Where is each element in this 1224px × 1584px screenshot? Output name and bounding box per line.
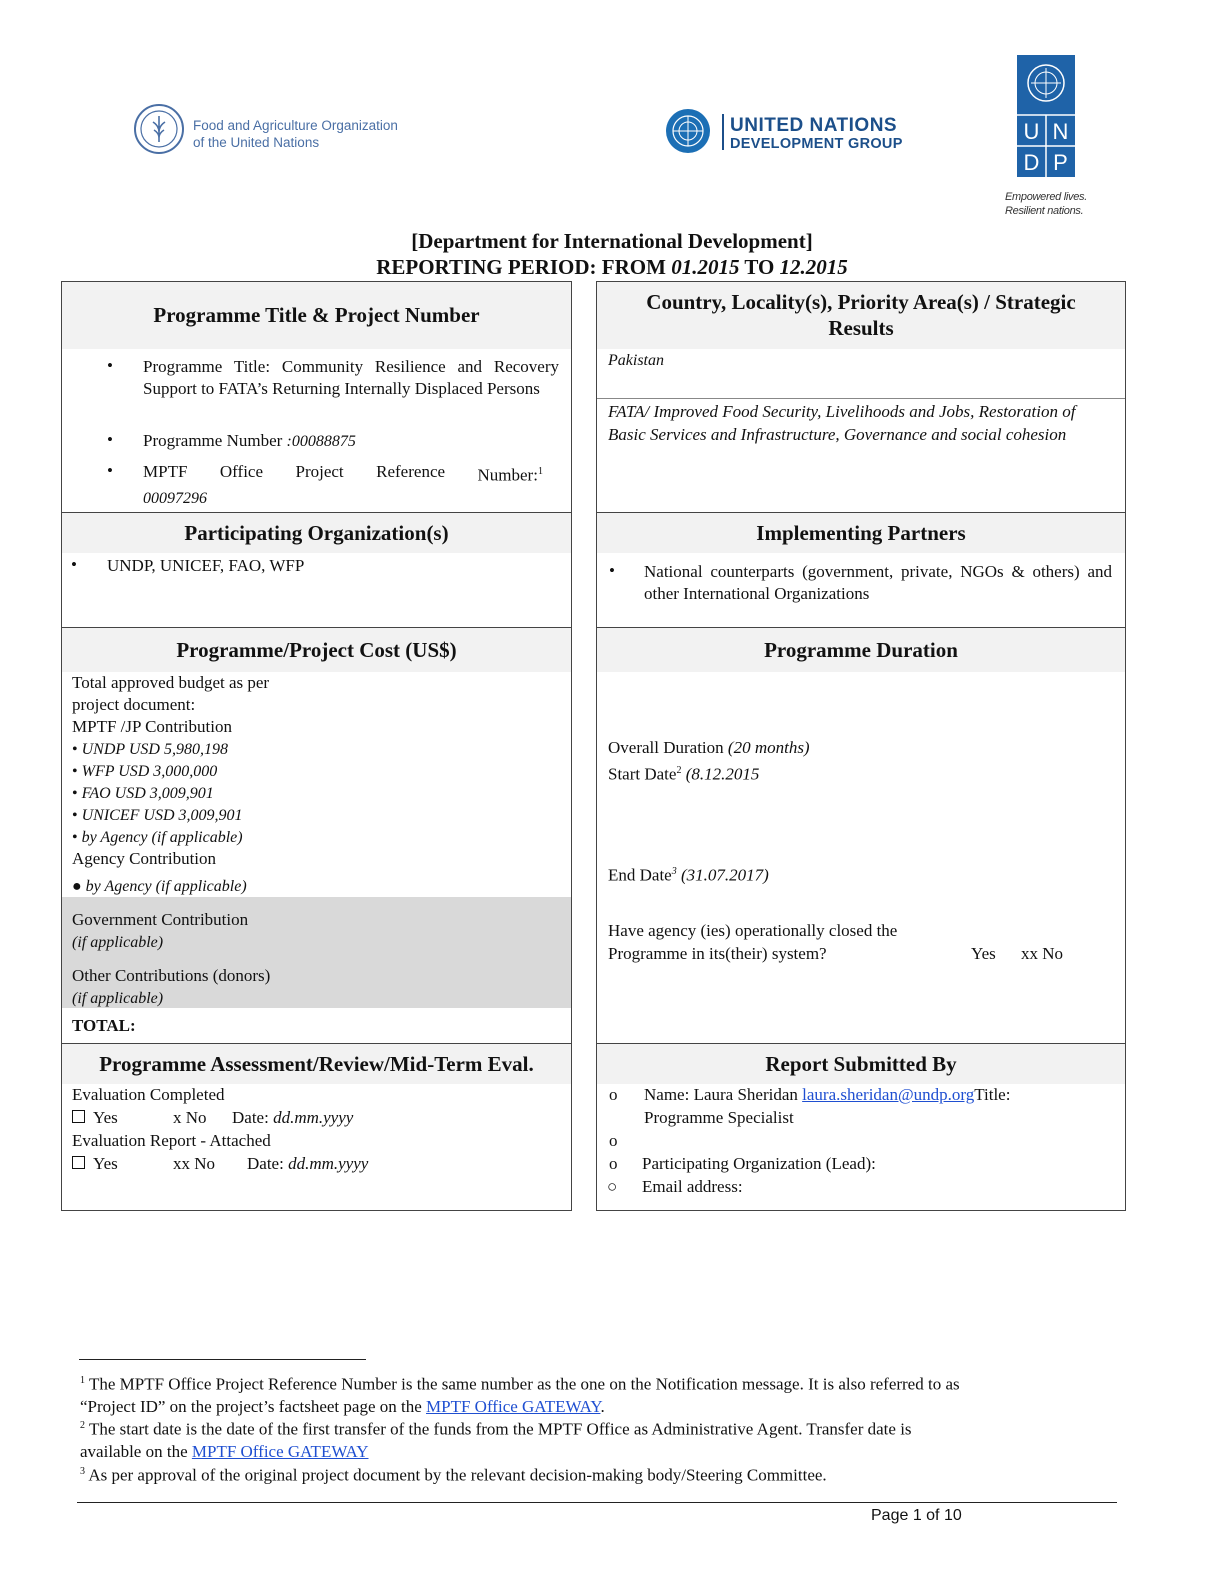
participating-orgs-box: Participating Organization(s) • UNDP, UNICEF, FAO, WFP (61, 512, 572, 628)
evaluation-report-date: Date: dd.mm.yyyy (247, 1154, 369, 1173)
undg-name-line1: UNITED NATIONS (730, 115, 898, 136)
submitted-name: Name: Laura Sheridan laura.sheridan@undp.orgTitle: (644, 1085, 1011, 1104)
participating-orgs-heading: Participating Organization(s) (62, 513, 571, 553)
end-date-value: (31.07.2017) (680, 865, 769, 885)
footnote-1: $^1$ The MPTF Office Project Reference Number is the same number as the one on the Notification message. It is also referred to as “Project ID” on the project’s factsheet page on the MPTF Office GATEWAY. (80, 1374, 960, 1417)
undp-letter-p: P (1053, 150, 1068, 175)
undp-letter-d: D (1023, 150, 1040, 175)
footnote-separator (79, 1359, 366, 1360)
programme-cost-heading: Programme/Project Cost (US$) (62, 628, 571, 672)
overall-duration: Overall Duration (20 months) (608, 738, 810, 757)
cost-item-unicef: UNICEF USD 3,009,901 (81, 807, 243, 824)
submitted-lead-org: Participating Organization (Lead): (642, 1154, 876, 1173)
participating-orgs-list: UNDP, UNICEF, FAO, WFP (107, 556, 305, 575)
programme-number: Programme Number :00088875 (143, 431, 356, 450)
programme-duration-heading: Programme Duration (597, 628, 1125, 672)
cost-item-wfp: WFP USD 3,000,000 (81, 763, 218, 780)
implementing-partners-heading: Implementing Partners (597, 513, 1125, 553)
closed-no-option: xx No (1021, 944, 1064, 963)
undp-emblem-icon (1017, 55, 1075, 177)
page-footer-rule (77, 1502, 1117, 1503)
undg-name-line2: DEVELOPMENT GROUP (730, 136, 903, 152)
report-submitted-heading: Report Submitted By (597, 1044, 1125, 1084)
submitted-email-link[interactable]: laura.sheridan@undp.org (802, 1085, 975, 1104)
assessment-heading: Programme Assessment/Review/Mid-Term Eval. (62, 1044, 571, 1084)
undp-letter-u: U (1023, 119, 1040, 144)
fao-logo (133, 100, 413, 158)
period-from: 01.2015 (671, 255, 740, 279)
evaluation-report-checkbox[interactable] (72, 1156, 85, 1169)
implementing-partners-box: Implementing Partners • National counterparts (government, private, NGOs & others) and other International Organizations (596, 512, 1126, 628)
programme-title-box: Programme Title & Project Number • Programme Title: Community Resilience and Recovery Support to FATA’s Returning Internally Displaced Persons • Programme Number :00088875 • MPTF Office Project Reference Number:$^1$ 00097296 (61, 281, 572, 513)
footnote-3: $^3$ As per approval of the original project document by the relevant decision-making body/Steering Committee. (80, 1465, 827, 1485)
evaluation-report-row: Yes (72, 1153, 118, 1175)
cost-government: Government Contribution (72, 910, 249, 929)
cost-item-undp: UNDP USD 5,980,198 (81, 741, 228, 758)
programme-cost-box: Programme/Project Cost (US$) Total approved budget as per project document: MPTF /JP Contribution • UNDP USD 5,980,198 • WFP USD 3,000,000 • FAO USD 3,009,901 • UNICEF USD 3,009,901 • by Agency (if applicable) Agency Contribution ● by Agency (if applicable) Government Contribution (if applicable) Other Contributions (donors) (if applicable) TOTAL: (61, 627, 572, 1044)
end-date: End Date$^3$ (31.07.2017) (608, 865, 769, 885)
fao-emblem-icon (133, 100, 185, 158)
evaluation-completed-no: x No (173, 1108, 207, 1127)
reporting-period-heading: REPORTING PERIOD: FROM 01.2015 TO 12.2015 (376, 255, 848, 279)
evaluation-report-no: xx No (173, 1154, 216, 1173)
country-box (596, 281, 1126, 513)
cost-budget-line1: Total approved budget as per (72, 673, 270, 692)
page-number: Page 1 of 10 (871, 1507, 962, 1524)
priority-results: FATA/ Improved Food Security, Livelihoods and Jobs, Restoration of Basic Services and Infrastructure, Governance and social cohesion (608, 402, 1076, 444)
closed-question-line2: Programme in its(their) system? (608, 944, 827, 963)
cost-budget-line2: project document: (72, 695, 196, 714)
mptf-reference-value: 00097296 (143, 489, 207, 507)
implementing-partners-list: National counterparts (government, private, NGOs & others) and other International Organizations (644, 562, 1112, 603)
closed-yes-option: Yes (971, 944, 996, 963)
programme-title-text: Programme Title: Community Resilience and Recovery Support to FATA’s Returning Internally Displaced Persons (143, 357, 559, 398)
submitted-email-address: Email address: (642, 1177, 743, 1196)
undp-logo (1005, 55, 1105, 225)
cost-total: TOTAL: (72, 1016, 136, 1035)
country-value: Pakistan (608, 352, 664, 369)
fao-name-line2: of the United Nations (193, 135, 320, 150)
cost-agency-item: by Agency (if applicable) (85, 878, 247, 895)
footnote-2: $^2$ The start date is the date of the first transfer of the funds from the MPTF Office as Administrative Agent. Transfer date is available on the MPTF Office GATEWAY (80, 1419, 912, 1462)
undp-letter-n: N (1052, 119, 1069, 144)
undg-logo (658, 106, 928, 158)
assessment-box (61, 1043, 572, 1211)
fao-name-line1: Food and Agriculture Organization (193, 118, 398, 133)
cost-item-by-agency: by Agency (if applicable) (81, 829, 243, 846)
start-date: Start Date$^2$ (8.12.2015 (608, 764, 760, 784)
undp-tagline-2: Resilient nations. (1005, 205, 1084, 217)
programme-duration-box (596, 627, 1126, 1044)
cost-government-note: (if applicable) (72, 934, 164, 951)
mptf-reference: MPTF Office Project Reference Number:$^1$ 00097296 (143, 462, 543, 507)
closed-question-line1: Have agency (ies) operationally closed the (608, 921, 898, 940)
evaluation-completed-checkbox[interactable] (72, 1110, 85, 1123)
start-date-value: (8.12.2015 (685, 764, 760, 784)
cost-other: Other Contributions (donors) (72, 966, 271, 985)
un-emblem-icon (658, 106, 718, 156)
report-submitted-box: Report Submitted By o Name: Laura Sheridan laura.sheridan@undp.orgTitle: Programme Specialist o o Participating Organization (Lead): ○ Email address: (596, 1043, 1126, 1211)
submitted-title: Programme Specialist (644, 1108, 794, 1127)
donor-heading: [Department for International Development] (411, 229, 813, 253)
evaluation-completed-date: Date: dd.mm.yyyy (232, 1108, 354, 1127)
period-to: 12.2015 (779, 255, 848, 279)
cost-item-fao: FAO USD 3,009,901 (81, 785, 214, 802)
cost-agency-contribution: Agency Contribution (72, 849, 217, 868)
cost-other-note: (if applicable) (72, 990, 164, 1007)
evaluation-completed-row: Yes (72, 1107, 118, 1129)
programme-title-heading: Programme Title & Project Number (62, 282, 571, 349)
country-heading: Country, Locality(s), Priority Area(s) / Strategic Results (597, 282, 1125, 349)
undp-tagline-1: Empowered lives. (1005, 191, 1088, 203)
footnote-1-gateway-link[interactable]: MPTF Office GATEWAY (426, 1397, 601, 1417)
cost-mptf-contribution: MPTF /JP Contribution (72, 717, 232, 736)
evaluation-completed-label: Evaluation Completed (72, 1085, 225, 1104)
programme-number-value: :00088875 (286, 433, 356, 450)
overall-duration-value: (20 months) (727, 738, 810, 757)
evaluation-report-label: Evaluation Report - Attached (72, 1131, 271, 1150)
footnote-2-gateway-link[interactable]: MPTF Office GATEWAY (191, 1442, 369, 1462)
